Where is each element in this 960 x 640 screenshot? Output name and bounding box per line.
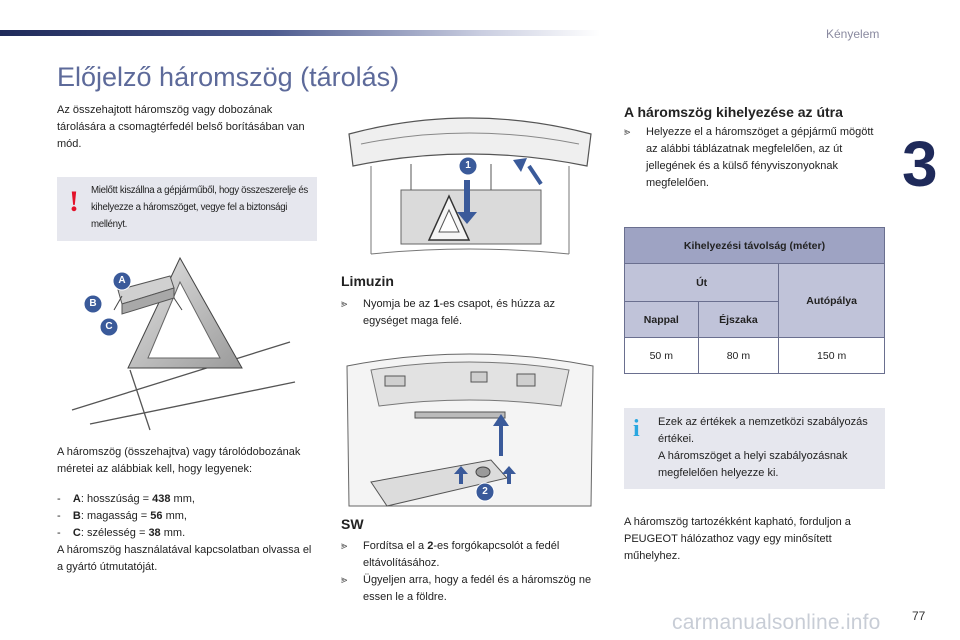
- page-title: Előjelző háromszög (tárolás): [57, 62, 400, 92]
- bullet-icon: ⪢: [341, 574, 348, 586]
- warning-box: [57, 177, 317, 241]
- sw-bullet-2: ⪢ Ügyeljen arra, hogy a fedél és a háromszög ne essen le a földre.: [341, 574, 592, 603]
- chapter-number: 3: [902, 128, 938, 200]
- limuzin-figure: [341, 104, 599, 264]
- triangle-figure: [70, 250, 300, 440]
- warning-text: Mielőtt kiszállna a gépjárműből, hogy összeszerelje és kihelyezze a háromszöget, vegye fel a biztonsági mellényt.: [91, 185, 308, 230]
- dimension-item: - B: magasság = 56 mm,: [57, 510, 187, 522]
- table-cell-day: 50 m: [625, 338, 699, 374]
- info-box: [624, 408, 885, 489]
- page-number: 77: [912, 609, 926, 623]
- table-header-day: Nappal: [625, 302, 699, 338]
- table-header-night: Éjszaka: [698, 302, 779, 338]
- limuzin-bullet: ⪢ Nyomja be az 1-es csapot, és húzza az egységet maga felé.: [341, 298, 555, 327]
- header-bar: [0, 30, 600, 36]
- bullet-icon: ⪢: [341, 298, 348, 310]
- info-text-2: A háromszöget a helyi szabályozásnak megfelelően helyezze ki.: [658, 450, 848, 479]
- sw-bullet-1: ⪢ Fordítsa el a 2-es forgókapcsolót a fedél eltávolításához.: [341, 540, 560, 569]
- info-icon: i: [633, 416, 640, 442]
- watermark: carmanualsonline.info: [672, 611, 881, 634]
- dimension-item: - A: hosszúság = 438 mm,: [57, 493, 195, 505]
- table-cell-highway: 150 m: [779, 338, 885, 374]
- placement-heading: A háromszög kihelyezése az útra: [624, 104, 843, 120]
- table-title: Kihelyezési távolság (méter): [625, 228, 885, 264]
- intro-paragraph: Az összehajtott háromszög vagy dobozának tárolására a csomagtérfedél belső borításában van mód.: [57, 104, 305, 150]
- distance-table: [624, 227, 885, 374]
- info-text-1: Ezek az értékek a nemzetközi szabályozás értékei.: [658, 416, 868, 445]
- label-b: B: [89, 298, 97, 309]
- footer-paragraph: A háromszög tartozékként kapható, forduljon a PEUGEOT hálózathoz vagy egy minősített műhelyhez.: [624, 516, 851, 562]
- table-header-highway: Autópálya: [779, 264, 885, 338]
- section-label: Kényelem: [826, 27, 880, 41]
- sw-heading: SW: [341, 516, 364, 532]
- table-header-road: Út: [625, 264, 779, 302]
- table-cell-night: 80 m: [698, 338, 779, 374]
- limuzin-trunk-illustration: [341, 104, 599, 264]
- warning-icon: !: [69, 185, 79, 218]
- step2-label: 2: [482, 486, 488, 497]
- bullet-icon: ⪢: [341, 540, 348, 552]
- dimension-item: - C: szélesség = 38 mm.: [57, 527, 186, 539]
- dimensions-intro: A háromszög (összehajtva) vagy tárolódobozának méretei az alábbiak kell, hogy legyenek:: [57, 446, 301, 475]
- sw-figure: [341, 346, 599, 509]
- bullet-icon: ⪢: [624, 126, 631, 138]
- placement-bullet: ⪢ Helyezze el a háromszöget a gépjármű mögött az alábbi táblázatnak megfelelően, az út jellegének és a külső fényviszonyoknak megfelelően.: [624, 126, 874, 189]
- label-c: C: [105, 321, 113, 332]
- triangle-illustration: [70, 250, 300, 440]
- label-a: A: [118, 275, 126, 286]
- limuzin-heading: Limuzin: [341, 273, 394, 289]
- table-row: [625, 338, 885, 374]
- step1-label: 1: [465, 160, 471, 171]
- dimensions-outro: A háromszög használatával kapcsolatban olvassa el a gyártó útmutatóját.: [57, 544, 312, 573]
- sw-tailgate-illustration: [341, 346, 599, 509]
